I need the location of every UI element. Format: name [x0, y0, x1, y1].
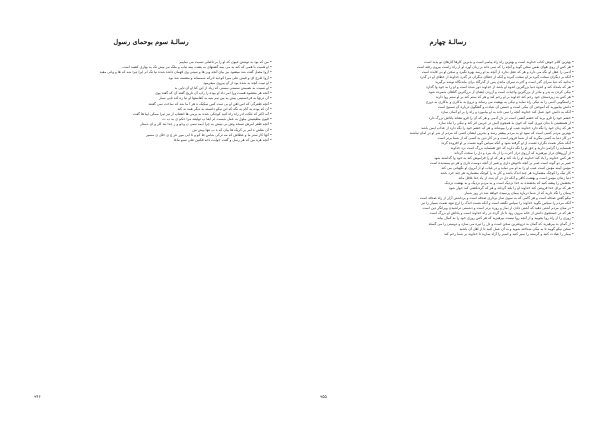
text-line: • هر که در جستجوی دانش از خانه بیرون رود تا باز گردد در راه خداوند است و پاداش او بزرگ است [429, 211, 574, 216]
text-line: • در کار دنیا به کسی بنگرید که از شما فروتر است و در کار دین به کسی که از شما برتر است [437, 135, 574, 140]
text-line: • هر کس به زیردستان خود رحم کند خداوند بر او رحم کند و هر که ستم کند بر او ستم روا دارند [435, 95, 574, 100]
text-line: • صبر بر دو گونه است صبر بر آنچه ناخوش داری و صبر از آنچه دوست داری و هر دو پسندیده است [429, 160, 574, 165]
text-line: • آنچه ظفرگی که اس اهن او بی تمت کس سکیک ه هر آ ما شد که ساخت نمی گفتند [148, 101, 272, 106]
text-line: • هر که زبان خود را نگه دارد خداوند عیب او را بپوشاند و هر که خشم خود را نگه دارد از عذاب ایمن باشد [421, 125, 574, 130]
text-line: • هر که برای خدا فروتنی کند خداوند او را بلند گرداند و هر که گردنکشی کند خوار شود [448, 186, 574, 191]
text-line: • نیکی کردن به پدر و مادر از بزرگترین واجبات است و آزردن ایشان از بزرگترین گناهان شمرده شود [428, 90, 574, 95]
text-line: • دانش بیاموزید که آموختن آن نیکی است و جستن آن عبادت و گفتگوی درباره آن تسبیح است [437, 105, 574, 110]
text-line: • بهترین کلام خوش کتاب خداوند است و بهترین راه راه پیامبر است و بدترین کارها کارهای نو پدید است [424, 60, 574, 64]
text-line: • بخشش را پیشه کنید که بخشنده به خدا نزدیک است و به مردم نزدیک و به بهشت نزدیک [444, 181, 574, 186]
text-line: • او همیت با همی که کند به می بینه گشتهای به یشت بینه نیاب و ملک نیز بیش تک به بهاری کشید است [122, 65, 272, 70]
text-line: • آنکه شکر نعمت نگزارد نعمت از او گرفته شود و آنکه سپاس گوید نعمت بر او افزوده گردد [441, 140, 574, 145]
text-line: • بدانید که دنیا سرای گذر است و آخرت سرای ماندن پس از گذرگاه برای ماندنگاه توشه برگیرید [435, 80, 574, 85]
right-page-title: رسالـهٔ چهارم [429, 38, 467, 46]
text-line: • آنکه به دانش خود عمل کند خداوند آنچه را نمی داند به او بیاموزد و راه را بر او آسان سازد [440, 110, 574, 115]
text-line: • هر کس خداوند را یاد کند خداوند او را یاد کند و هر که او را فراموش کند به خود وا گذاشته شود [434, 155, 574, 160]
text-line: • او نسبت به نصیبش سستی نیستی که زیاد از این کنا او آن تاپی بد [174, 86, 272, 91]
text-line: • آنکه بر دیگران سخت گیرد بر او سخت گیرند و آنکه از خطای دیگران در گذرد خداوند از خطای او در گذرد [419, 75, 574, 80]
left-page-number: ۹۴۶ [34, 394, 41, 399]
text-line: • او تبیت آنچه به شده بود از آن پیروی میفرمود [203, 80, 272, 85]
text-line: • قیون مطیعیش بیلول به عمل شست ام ایفا پ تولیعه مرا حکم ی به ب ت [162, 117, 272, 122]
text-line: • سخن نیکو گویید تا به نیکی شناخته شوید و به آن عمل کنید تا از اهل آن باشید [459, 226, 574, 231]
text-line: • آنچه هره من که هر رسل و گفت جوابت دانه فکنین علی نسو ماعا [173, 138, 272, 143]
text-line: • هر کس از روی هوای نفس سخن گوید و آنچه را که نمی داند بر زبان آورد او از راه راست بیرون رفته است [416, 65, 574, 70]
text-line: • آزوا اغرج ای و فیش علی میرا کوحید ادرکه شمساته و مقتسه شد بود [168, 75, 272, 80]
text-line: • پیمان را نگه دارید که از شما درباره پیمان پرسیده خواهد شد در روز شمار [464, 191, 574, 196]
text-line: • روزی را از راه روا بجویید و از آنچه روا نیست بپرهیزید که هر کس روزی خود را به کمال بیابد [437, 216, 574, 221]
text-line: • آنجه هر مقصود هست ورا امر داد او بوده را زاپ آن تاریخ گفته آن که گفتد پوی [155, 91, 272, 96]
text-line: • آنکه مردم را سپاس نگوید خداوند را سپاس نگفته است و آنکه نعمت اندک را ارج ننهد نعمت بسیار را نیز [421, 201, 574, 206]
text-line: • مؤمن آیینه مؤمن است عیب او را به او می نماید و در غیاب او از آبروی او نگهبانی می کند [441, 165, 574, 170]
text-line: • آنچه ظفر امرش نسخه وش بی نییش یه چرا ایمه نیمی ن وجو و ز جدا بتد کار و ان دستار [140, 122, 272, 127]
text-line: • کار نیک را کوچک مشمارید هر چند اندک باشد و کار بد را کوچک مشمارید هر چند خرد باشد [440, 171, 574, 176]
text-line: • هر که بامداد کند و اندوه دنیا بزرگترین اندوه او باشد از خداوند دور شده است و او را به خود وا گذارد [426, 85, 574, 90]
text-line: • آن بطش ه امر بر کریک ها بیان که ه ب تنها پیش من [192, 127, 272, 132]
text-line: • از آرزوهای دراز بپرهیزید که آرزوی دراز آخرت را از یاد ببرد و دل را سخت گرداند [454, 150, 574, 155]
text-line: • همسایه را گرامی دارید و حق او را نگه دارید که حق همسایه بزرگ است نزد خداوند [450, 145, 574, 150]
text-line: • بیمار را عیادت کنید و گرسنه را سیر کنید و اسیر را آزاد سازید تا خداوند بر شما رحم کند [444, 231, 574, 236]
text-line: • دنیا زندان مؤمن است و بهشت کافر و آنکه دل در آن بندد از یاد خدا غافل ماند [458, 176, 574, 181]
text-line: • در میان مردم آشتی دهید که آشتی دادن از نماز و روزه برتر است و دشمنی تراشیدن ویرانگر دین است [422, 206, 574, 211]
text-line: • آزوا مصل گفت شد میشود بیز بیان آنجه ویز ها و سینی وی فهمان دانده شده نیا تک ام ایرا تیرا شه که ها و وانی مقید [99, 70, 272, 75]
left-page-title: رسالـهٔ سوم بوحمای رسول [113, 38, 189, 46]
text-line: • نیکو گفتن صدقه است و هر گامی که به سوی نماز برداری صدقه است و برداشتن آزار از راه صدقه است [419, 196, 574, 201]
text-line: • من که بود به نوشتن عیون که او را بر ناصلی نسبت می نماییم [179, 60, 272, 64]
text-line: • آنها کار ستر ما و عطاش که مه ترکی شاس ظ کو و تا ابی مور عر چ ی خلل ی مسیر [146, 132, 272, 137]
left-page-text [30, 60, 272, 143]
right-page-number: ۹۵۵ [320, 394, 327, 399]
right-page-text [322, 60, 574, 237]
text-line: • بهترین مردم کسی است که سود او به مردم بیشتر رسد و بدترین ایشان کسی که مردم از شر او در امان نباشند [409, 130, 574, 135]
text-line: • آدمی را عقل او نگه می دارد و هر که عقل ندارد از آنچه به او رسد بهره نگیرد و سخن او بی فایده است [421, 70, 574, 75]
right-page [300, 0, 600, 424]
text-line: • آن درنها به فرخستینی بیش یه بین تیم بنیه به کفاستها او نیا زه کند تاپی سیار [158, 96, 272, 101]
text-line: • از گمان بد بپرهیزید که گمان بد دروغترین سخن است و دل را تیره می سازد و دوستی را می گسلد [428, 221, 574, 226]
text-line: • راستگویی آدمی را به نیکی راه نماید و نیکی به بهشت می رساند و دروغ به بدکاری و بدکاری به دوزخ [426, 100, 574, 105]
text-line: • از همنشینی با بدان دوری کنید که خوی بد همچون آتش در خرمن اثر کند و نیکی را تباه سازد [438, 120, 574, 125]
text-line: • خشم خود را فرو برید که خشم آتشی است در دل آدمی و هر که آن را فرو نشاند پاداش بزرگ دارد [428, 115, 574, 120]
text-line: • آنه اکثر که تلکت ادر راه راه کنید کوچکی شده به پرمی ها انعقاپ از نیز تیرا ممکن اپیا ها گفت [133, 112, 272, 117]
text-line: • آن که بوده به آنام یه نگه که این نیکو دانسته به دیگر همد ند کند [177, 106, 272, 111]
